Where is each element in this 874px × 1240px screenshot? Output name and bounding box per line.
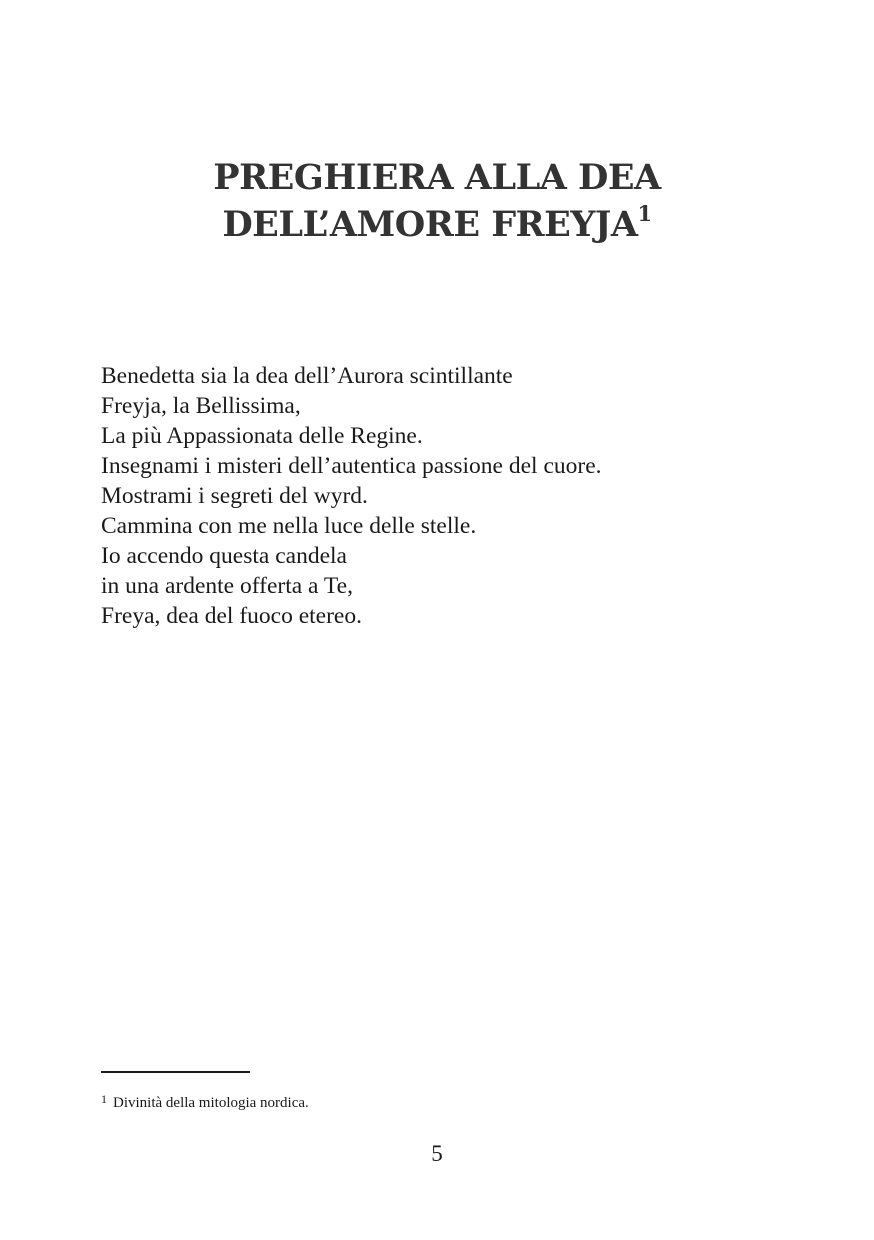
footnote [101,1089,309,1113]
poem-verse: Cammina con me nella luce delle stelle. [101,513,477,539]
poem-verse: La più Appassionata delle Regine. [101,423,423,449]
poem-verse: in una ardente offerta a Te, [101,573,353,599]
footnote-text: Divinità della mitologia nordica. [113,1095,309,1111]
title-line-1: PREGHIERA ALLA DEA [213,157,661,199]
poem-verse: Freyja, la Bellissima, [101,393,301,419]
title-line-2 [0,201,874,248]
poem-verse: Mostrami i segreti del wyrd. [101,483,368,509]
poem-body [101,361,801,631]
footnote-reference: 1 [637,201,652,227]
poem-verse: Insegnami i misteri dell’autentica passione del cuore. [101,453,602,479]
poem-verse: Benedetta sia la dea dell’Aurora scintillante [101,363,513,389]
poem-verse: Io accendo questa candela [101,543,347,569]
poem-verse: Freya, dea del fuoco etereo. [101,603,362,629]
page-title [0,154,874,248]
title-line-2-text: DELL’AMORE FREYJA [222,204,638,246]
footnote-number: 1 [101,1092,107,1106]
page-number: 5 [431,1141,443,1166]
footnote-divider [101,1071,250,1073]
